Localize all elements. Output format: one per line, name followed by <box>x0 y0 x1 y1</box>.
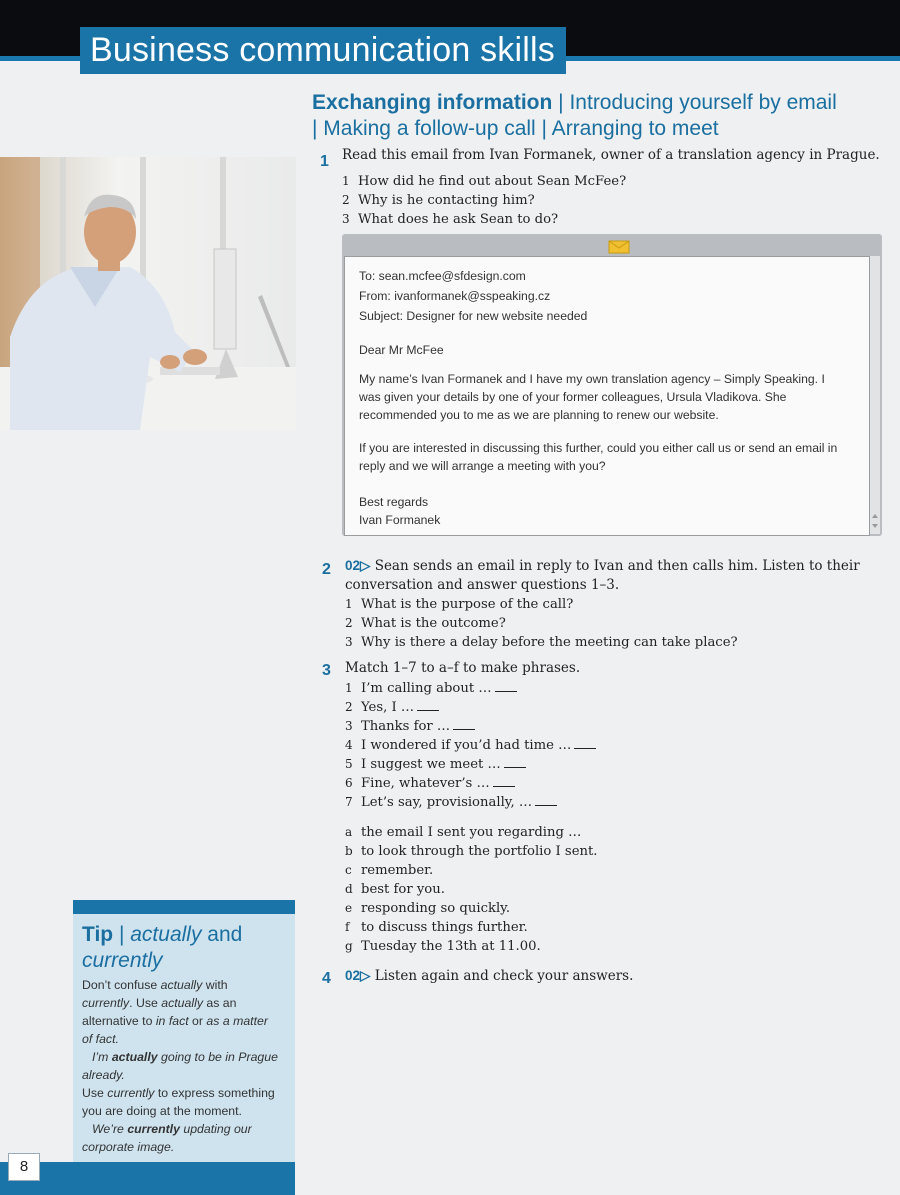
answer-blank[interactable] <box>493 776 515 787</box>
answer-blank[interactable] <box>504 757 526 768</box>
list-item: 3 Thanks for … <box>345 717 596 736</box>
email-from: From: ivanformanek@sspeaking.cz <box>359 289 551 303</box>
list-item: 5 I suggest we meet … <box>345 755 596 774</box>
list-item: 3 Why is there a delay before the meeting can take place? <box>345 635 738 650</box>
envelope-icon <box>608 240 630 254</box>
list-item: g Tuesday the 13th at 11.00. <box>345 939 541 954</box>
list-item: b to look through the portfolio I sent. <box>345 844 598 859</box>
email-paragraph-2: If you are interested in discussing this further, could you either call us or send an email in reply and we will arrange a meeting with you? <box>359 441 838 473</box>
answer-blank[interactable] <box>495 681 517 692</box>
q4-instruction: 02▷ Listen again and check your answers. <box>345 968 634 984</box>
subheading-part2: | Making a follow-up call | Arranging to meet <box>312 117 719 140</box>
email-paragraph-1: My name’s Ivan Formanek and I have my own translation agency – Simply Speaking. I was given your details by one of your former colleagues, Ursula Vladikova. She recommended you to me as we are planning to renew our website. <box>359 372 825 422</box>
photo-illustration <box>0 157 296 430</box>
answer-blank[interactable] <box>417 700 439 711</box>
q3-number: 3 <box>322 662 331 679</box>
q1-list <box>342 172 626 229</box>
email-greeting: Dear Mr McFee <box>359 343 444 357</box>
q3-phrases <box>345 679 596 812</box>
q3-instruction: Match 1–7 to a–f to make phrases. <box>345 660 581 676</box>
list-item: 2 What is the outcome? <box>345 616 506 631</box>
list-item: c remember. <box>345 863 434 878</box>
answer-blank[interactable] <box>574 738 596 749</box>
answer-blank[interactable] <box>453 719 475 730</box>
q2-list <box>345 595 738 652</box>
list-item: f to discuss things further. <box>345 920 528 935</box>
tip-box-bar <box>73 900 295 914</box>
page-title: Business communication skills <box>80 27 566 74</box>
tip-body: Don’t confuse actually with currently. Use actually as an alternative to in fact or as a matter of fact. I’m actually going to be in Prague already. Use currently to express something you are doing at the moment. We’re currently updating our corporate image. <box>82 978 278 1154</box>
list-item: 6 Fine, whatever’s … <box>345 774 596 793</box>
list-item: 1 I’m calling about … <box>345 679 596 698</box>
email-to: To: sean.mcfee@sfdesign.com <box>359 269 526 283</box>
audio-track-icon: 02▷ <box>345 558 371 573</box>
q3-options <box>345 823 598 956</box>
section-subheading <box>312 90 872 142</box>
q2-instruction: 02▷ Sean sends an email in reply to Ivan and then calls him. Listen to their conversation and answer questions 1–3. <box>345 558 860 593</box>
q2-number: 2 <box>322 561 331 578</box>
audio-track-icon: 02▷ <box>345 968 371 983</box>
email-subject: Subject: Designer for new website needed <box>359 309 588 323</box>
tip-title: Tip | actually and currently <box>82 923 243 972</box>
photo-man-at-computer <box>0 157 296 430</box>
q1-instruction: Read this email from Ivan Formanek, owner of a translation agency in Prague. <box>342 147 880 163</box>
list-item: d best for you. <box>345 882 445 897</box>
list-item: a the email I sent you regarding … <box>345 825 582 840</box>
email-window <box>342 234 882 536</box>
email-signature: Ivan Formanek <box>359 513 441 527</box>
page-number: 8 <box>8 1153 40 1181</box>
email-scrollbar[interactable] <box>870 256 880 534</box>
list-item: 4 I wondered if you’d had time … <box>345 736 596 755</box>
email-body <box>344 256 870 536</box>
list-item: 1 How did he find out about Sean McFee? <box>342 174 627 189</box>
q4-number: 4 <box>322 970 331 987</box>
list-item: 1 What is the purpose of the call? <box>345 597 574 612</box>
scroll-arrows-icon <box>870 256 880 534</box>
q1-number: 1 <box>320 153 329 170</box>
list-item: 2 Why is he contacting him? <box>342 193 535 208</box>
subheading-part1: | Introducing yourself by email <box>552 91 837 114</box>
subheading-bold: Exchanging information <box>312 91 553 114</box>
list-item: e responding so quickly. <box>345 901 511 916</box>
email-signoff: Best regards <box>359 495 429 509</box>
list-item: 3 What does he ask Sean to do? <box>342 212 559 227</box>
list-item: 2 Yes, I … <box>345 698 596 717</box>
answer-blank[interactable] <box>535 795 557 806</box>
bottom-bar <box>0 1162 295 1195</box>
list-item: 7 Let’s say, provisionally, … <box>345 793 596 812</box>
